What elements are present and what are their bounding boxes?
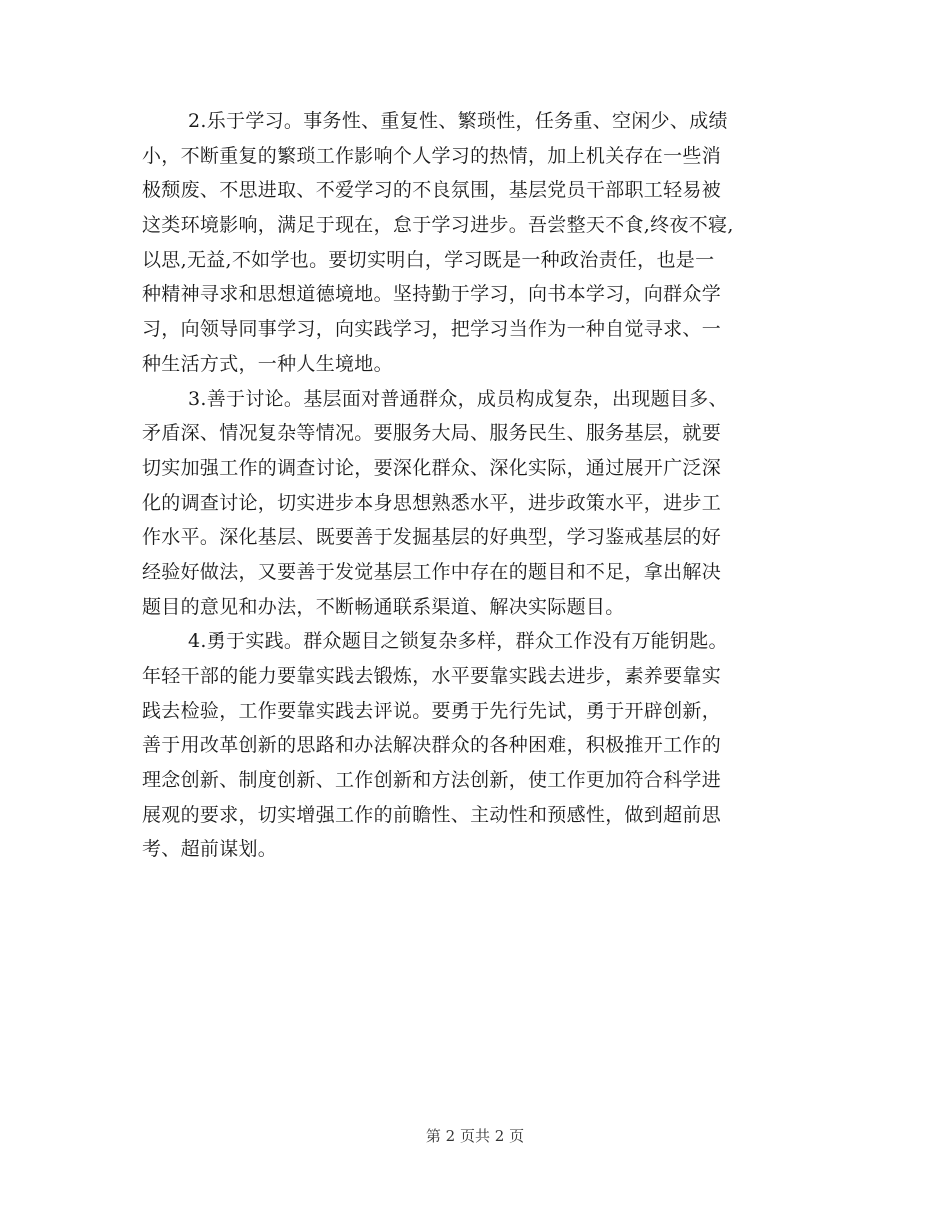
paragraph-2-line-1: 3.善于讨论。基层面对普通群众，成员构成复杂，出现题目多、 [188, 387, 728, 410]
paragraph-3-line-7: 考、超前谋划。 [142, 838, 278, 861]
paragraph-2-line-5: 作水平。深化基层、既要善于发掘基层的好典型，学习鉴戒基层的好 [142, 526, 722, 549]
paragraph-3-line-4: 善于用改革创新的思路和办法解决群众的各种困难，积极推开工作的 [142, 734, 722, 757]
paragraph-2-line-6: 经验好做法，又要善于发觉基层工作中存在的题目和不足，拿出解决 [142, 560, 722, 583]
paragraph-1-line-4: 这类环境影响，满足于现在，怠于学习进步。吾尝整天不食,终夜不寝, [142, 214, 734, 237]
paragraph-1-line-6: 种精神寻求和思想道德境地。坚持勤于学习，向书本学习，向群众学 [142, 283, 722, 306]
paragraph-3-line-2: 年轻干部的能力要靠实践去锻炼，水平要靠实践去进步，素养要靠实 [142, 665, 722, 687]
paragraph-1-line-8: 种生活方式，一种人生境地。 [142, 352, 393, 375]
paragraph-1-line-5: 以思,无益,不如学也。要切实明白，学习既是一种政治责任，也是一 [142, 248, 715, 271]
paragraph-3-line-5: 理念创新、制度创新、工作创新和方法创新，使工作更加符合科学进 [142, 769, 722, 792]
paragraph-2-line-3: 切实加强工作的调查讨论，要深化群众、深化实际，通过展开广泛深 [142, 456, 722, 479]
paragraph-2-line-7: 题目的意见和办法，不断畅通联系渠道、解决实际题目。 [142, 595, 625, 618]
paragraph-1-line-1: 2.乐于学习。事务性、重复性、繁琐性，任务重、空闲少、成绩 [188, 110, 728, 132]
paragraph-3-line-1: 4.勇于实践。群众题目之锁复杂多样，群众工作没有万能钥匙。 [188, 630, 728, 653]
page-number-footer: 第 2 页共 2 页 [425, 1127, 525, 1145]
paragraph-3-line-6: 展观的要求，切实增强工作的前瞻性、主动性和预感性，做到超前思 [142, 803, 722, 826]
paragraph-1-line-7: 习，向领导同事学习，向实践学习，把学习当作为一种自觉寻求、一 [142, 318, 722, 341]
paragraph-2-line-4: 化的调查讨论，切实进步本身思想熟悉水平，进步政策水平，进步工 [142, 491, 722, 514]
paragraph-3-line-3: 践去检验，工作要靠实践去评说。要勇于先行先试，勇于开辟创新， [142, 699, 722, 722]
document-body [142, 104, 810, 867]
paragraph-1-line-2: 小，不断重复的繁琐工作影响个人学习的热情，加上机关存在一些消 [142, 144, 722, 167]
paragraph-2-line-2: 矛盾深、情况复杂等情况。要服务大局、服务民生、服务基层，就要 [142, 422, 722, 445]
paragraph-1-line-3: 极颓废、不思进取、不爱学习的不良氛围，基层党员干部职工轻易被 [142, 179, 722, 202]
